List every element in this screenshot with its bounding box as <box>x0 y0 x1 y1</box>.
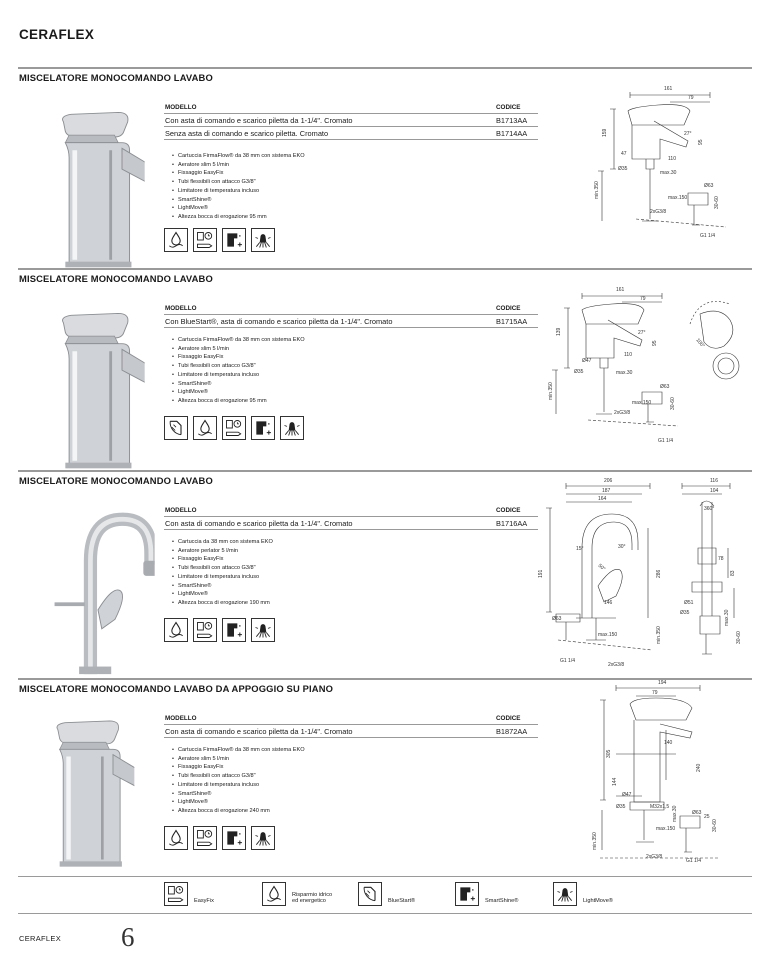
lightmove-icon <box>251 618 275 642</box>
feature-item: • SmartShine® <box>178 196 305 205</box>
legend-label <box>292 892 332 904</box>
legend-label: SmartShine® <box>485 897 519 904</box>
table-header <box>164 714 538 725</box>
dim-label: 83 <box>730 570 736 576</box>
code-cell: B1872AA <box>496 727 528 736</box>
feature-item: • Fissaggio EasyFix <box>178 763 305 772</box>
section-title: MISCELATORE MONOCOMANDO LAVABO <box>19 475 213 486</box>
feature-list <box>178 336 305 406</box>
dim-label: 206 <box>604 478 613 484</box>
footer-divider <box>18 913 752 914</box>
model-header: MODELLO <box>165 507 197 514</box>
legend-label: BlueStart® <box>388 897 416 904</box>
dim-label: 15° <box>576 546 584 552</box>
technical-drawing <box>536 478 742 668</box>
feature-item: • Fissaggio EasyFix <box>178 555 273 564</box>
dim-label: min.350 <box>548 382 554 400</box>
dim-label: 187 <box>602 488 611 494</box>
code-cell: B1714AA <box>496 129 528 138</box>
code-header: CODICE <box>496 104 521 111</box>
feature-item: • LightMove® <box>178 388 305 397</box>
dim-label: 104 <box>710 488 719 494</box>
dim-label: max.150 <box>598 632 618 638</box>
table-header <box>164 304 538 315</box>
feature-item: • Cartuccia FirmaFlow® da 38 mm con sistema EKO <box>178 152 305 161</box>
dim-label: 305 <box>606 749 612 758</box>
legend-item-easyfix <box>164 882 214 906</box>
table-row <box>164 725 538 738</box>
dim-label: 139 <box>556 327 562 336</box>
feature-icons <box>164 618 275 642</box>
feature-icons <box>164 416 304 440</box>
dim-label: Ø35 <box>616 804 626 810</box>
table-row <box>164 315 538 328</box>
dim-label: 2xG3/8 <box>650 209 667 215</box>
dim-label: 95 <box>698 139 704 145</box>
dim-label: 159 <box>602 128 608 137</box>
section-title: MISCELATORE MONOCOMANDO LAVABO <box>19 72 213 83</box>
code-cell: B1713AA <box>496 116 528 125</box>
model-cell: Con asta di comando e scarico piletta da 1-1/4". Cromato <box>165 519 353 528</box>
dim-label: 25 <box>704 814 710 820</box>
model-header: MODELLO <box>165 305 197 312</box>
dim-label: max.150 <box>668 195 688 201</box>
dim-label: 110 <box>668 156 676 162</box>
section-divider <box>18 470 752 472</box>
legend-label: LightMove® <box>583 897 613 904</box>
model-table <box>164 506 538 530</box>
dim-label: 240 <box>696 763 702 772</box>
footer-brand: CERAFLEX <box>19 934 61 943</box>
smartshine-icon <box>251 416 275 440</box>
legend-divider <box>18 876 752 877</box>
feature-item: • Altezza bocca di erogazione 240 mm <box>178 807 305 816</box>
dim-label: 30° <box>618 544 626 550</box>
feature-list <box>178 152 305 222</box>
faucet-photo <box>28 103 148 273</box>
dim-label: G1 1/4 <box>700 233 716 239</box>
water-saving-icon <box>164 228 188 252</box>
feature-item: • Limitatore di temperatura incluso <box>178 573 273 582</box>
table-row <box>164 517 538 530</box>
section-title: MISCELATORE MONOCOMANDO LAVABO DA APPOGGIO SU PIANO <box>19 683 334 694</box>
dim-label: 2xG3/8 <box>646 854 663 860</box>
dim-label: 95 <box>652 340 658 346</box>
dim-label: Ø63 <box>704 183 714 189</box>
faucet-photo <box>38 506 158 676</box>
model-table <box>164 714 538 738</box>
dim-label: Ø35 <box>618 166 628 172</box>
smartshine-icon <box>455 882 479 906</box>
dim-label: max.150 <box>656 826 676 832</box>
dim-label: 27° <box>638 330 646 336</box>
dim-label: 191 <box>538 569 544 578</box>
table-row <box>164 114 538 127</box>
feature-list <box>178 538 273 608</box>
technical-drawing <box>540 284 745 454</box>
feature-item: • Limitatore di temperatura incluso <box>178 187 305 196</box>
lightmove-icon <box>251 228 275 252</box>
feature-icons <box>164 826 275 850</box>
dim-label: 47 <box>621 151 627 157</box>
easyfix-icon <box>193 618 217 642</box>
legend-item-smartshine <box>455 882 518 906</box>
feature-item: • LightMove® <box>178 204 305 213</box>
dim-label: 144 <box>612 777 618 786</box>
feature-item: • Limitatore di temperatura incluso <box>178 371 305 380</box>
model-table <box>164 304 538 328</box>
dim-label: G1 1/4 <box>686 858 702 864</box>
dim-label: 194 <box>658 680 667 686</box>
feature-item: • Aeratore slim 5 l/min <box>178 161 305 170</box>
model-header: MODELLO <box>165 104 197 111</box>
feature-item: • Aeratore perlator 5 l/min <box>178 547 273 556</box>
dim-label: G1 1/4 <box>658 438 674 444</box>
feature-item: • Fissaggio EasyFix <box>178 169 305 178</box>
dim-label: min.350 <box>592 832 598 850</box>
dim-label: 30-60 <box>714 196 720 209</box>
dim-label: 360° <box>704 506 715 512</box>
smartshine-icon <box>222 826 246 850</box>
feature-item: • Altezza bocca di erogazione 95 mm <box>178 397 305 406</box>
dim-label: 27° <box>684 131 692 137</box>
dim-label: M32x1,5 <box>650 804 670 810</box>
technical-drawing <box>588 81 728 256</box>
dim-label: Ø47 <box>582 358 592 364</box>
dim-label: 30-60 <box>712 819 718 832</box>
model-cell: Senza asta di comando e scarico piletta. Cromato <box>165 129 329 138</box>
dim-label: 140 <box>664 740 673 746</box>
feature-item: • Cartuccia FirmaFlow® da 38 mm con sistema EKO <box>178 746 305 755</box>
feature-item: • Altezza bocca di erogazione 190 mm <box>178 599 273 608</box>
feature-list <box>178 746 305 816</box>
dim-label: 30-60 <box>736 631 742 644</box>
dim-label: 286 <box>656 569 662 578</box>
code-cell: B1715AA <box>496 317 528 326</box>
dim-label: min.350 <box>594 181 600 199</box>
legend-label-line: ed energetico <box>292 897 326 904</box>
legend-item-bluestart <box>358 882 415 906</box>
feature-item: • Fissaggio EasyFix <box>178 353 305 362</box>
legend-item-lightmove <box>553 882 613 906</box>
dim-label: 110 <box>624 352 632 358</box>
legend-label: EasyFix <box>194 897 214 904</box>
feature-item: • Cartuccia da 38 mm con sistema EKO <box>178 538 273 547</box>
section-divider <box>18 268 752 270</box>
model-cell: Con asta di comando e scarico piletta da 1-1/4". Cromato <box>165 116 353 125</box>
feature-item: • SmartShine® <box>178 790 305 799</box>
dim-label: max.150 <box>632 400 652 406</box>
easyfix-icon <box>193 826 217 850</box>
easyfix-icon <box>222 416 246 440</box>
dim-label: min.350 <box>656 626 662 644</box>
feature-item: • LightMove® <box>178 590 273 599</box>
dim-label: 116 <box>710 478 718 484</box>
feature-item: • Tubi flessibili con attacco G3/8" <box>178 362 305 371</box>
lightmove-icon <box>251 826 275 850</box>
dim-label: 78 <box>718 556 724 562</box>
model-cell: Con asta di comando e scarico piletta da 1-1/4". Cromato <box>165 727 353 736</box>
model-cell: Con BlueStart®, asta di comando e scarico piletta da 1-1/4". Cromato <box>165 317 393 326</box>
dim-label: 79 <box>652 690 658 696</box>
code-header: CODICE <box>496 305 521 312</box>
feature-item: • Aeratore slim 5 l/min <box>178 345 305 354</box>
easyfix-icon <box>193 228 217 252</box>
dim-label: Ø47 <box>622 792 632 798</box>
feature-icons <box>164 228 275 252</box>
dim-label: 2xG3/8 <box>614 410 631 416</box>
dim-label: 30-60 <box>670 397 676 410</box>
water-saving-icon <box>164 826 188 850</box>
section-divider <box>18 67 752 69</box>
legend-label-line: Risparmio idrico <box>292 891 333 898</box>
page-number: 6 <box>121 922 135 952</box>
dim-label: Ø63 <box>692 810 702 816</box>
feature-item: • Tubi flessibili con attacco G3/8" <box>178 772 305 781</box>
dim-label: G1 1/4 <box>560 658 576 664</box>
dim-label: max.30 <box>672 805 678 822</box>
dim-label: Ø51 <box>684 600 694 606</box>
water-saving-icon <box>164 618 188 642</box>
water-saving-icon <box>193 416 217 440</box>
model-table <box>164 103 538 140</box>
code-cell: B1716AA <box>496 519 528 528</box>
dim-label: 79 <box>640 296 646 302</box>
feature-item: • Cartuccia FirmaFlow® da 38 mm con sistema EKO <box>178 336 305 345</box>
table-header <box>164 103 538 114</box>
dim-label: max.30 <box>616 370 633 376</box>
dim-label: 2xG3/8 <box>608 662 625 668</box>
dim-label: max.30 <box>660 170 677 176</box>
feature-item: • Tubi flessibili con attacco G3/8" <box>178 178 305 187</box>
lightmove-icon <box>553 882 577 906</box>
water-saving-icon <box>262 882 286 906</box>
code-header: CODICE <box>496 507 521 514</box>
smartshine-icon <box>222 228 246 252</box>
dim-label: Ø35 <box>574 369 584 375</box>
lightmove-icon <box>280 416 304 440</box>
dim-label: 79 <box>688 95 694 101</box>
feature-item: • LightMove® <box>178 798 305 807</box>
dim-label: Ø63 <box>552 616 562 622</box>
faucet-photo <box>26 712 136 872</box>
technical-drawing <box>576 680 726 872</box>
feature-item: • SmartShine® <box>178 380 305 389</box>
dim-label: max.30 <box>724 609 730 626</box>
bluestart-icon <box>164 416 188 440</box>
dim-label: 161 <box>616 287 625 293</box>
dim-label: 100° <box>694 337 706 350</box>
dim-label: Ø63 <box>660 384 670 390</box>
dim-label: 161 <box>664 86 673 92</box>
code-header: CODICE <box>496 715 521 722</box>
legend-item-water-saving <box>262 882 332 906</box>
dim-label: 50° <box>596 562 607 573</box>
table-row <box>164 127 538 140</box>
brand-title: CERAFLEX <box>19 27 95 42</box>
feature-item: • Altezza bocca di erogazione 95 mm <box>178 213 305 222</box>
model-header: MODELLO <box>165 715 197 722</box>
feature-item: • Limitatore di temperatura incluso <box>178 781 305 790</box>
feature-item: • SmartShine® <box>178 582 273 591</box>
table-header <box>164 506 538 517</box>
smartshine-icon <box>222 618 246 642</box>
section-title: MISCELATORE MONOCOMANDO LAVABO <box>19 273 213 284</box>
dim-label: Ø35 <box>680 610 690 616</box>
feature-item: • Aeratore slim 5 l/min <box>178 755 305 764</box>
feature-item: • Tubi flessibili con attacco G3/8" <box>178 564 273 573</box>
faucet-photo <box>28 304 148 474</box>
dim-label: 146 <box>604 600 613 606</box>
easyfix-icon <box>164 882 188 906</box>
bluestart-icon <box>358 882 382 906</box>
dim-label: 164 <box>598 496 607 502</box>
